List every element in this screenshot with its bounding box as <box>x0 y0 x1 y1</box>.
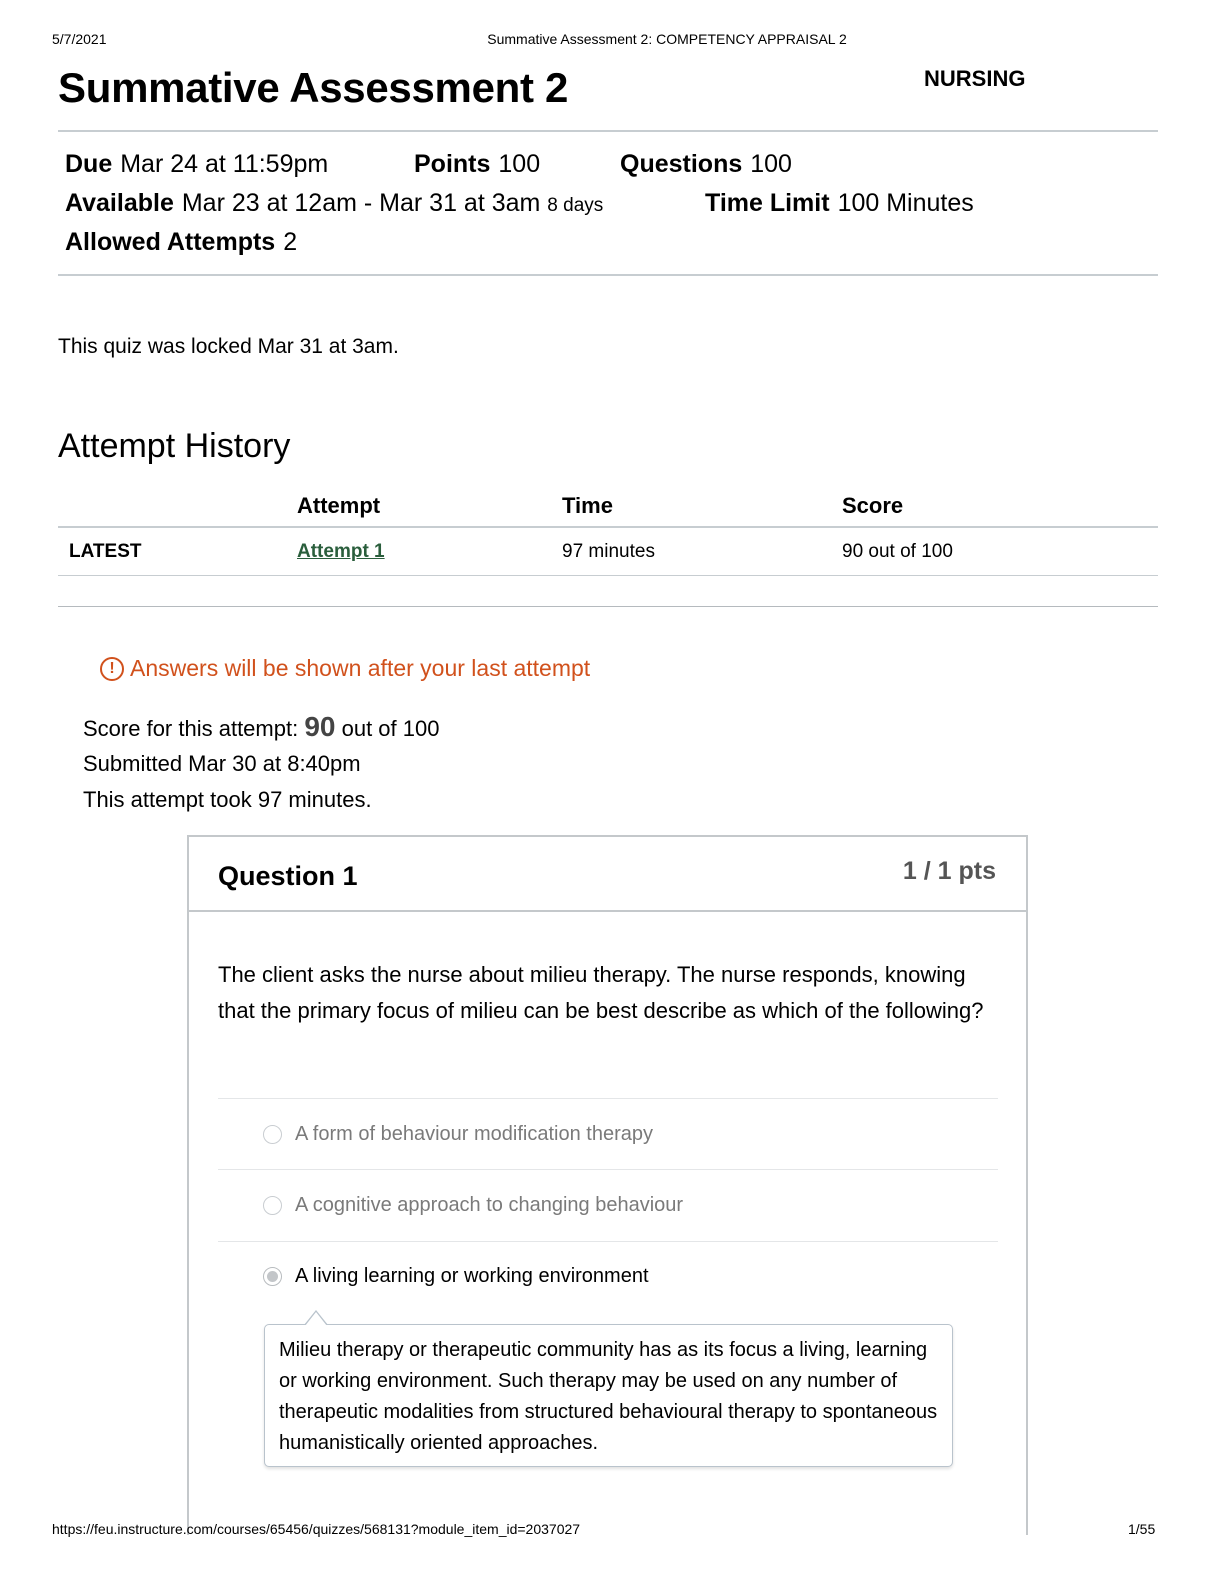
available-duration: 8 days <box>547 195 604 216</box>
attempt-time: 97 minutes <box>562 541 655 562</box>
points-label: Points <box>414 150 491 178</box>
attempt-duration: This attempt took 97 minutes. <box>83 787 372 812</box>
radio-button-selected[interactable] <box>263 1267 282 1286</box>
attempt-history-title: Attempt History <box>58 427 291 465</box>
question-header <box>189 837 1026 912</box>
warning-icon: ! <box>100 657 124 681</box>
question-title: Question 1 <box>218 861 358 891</box>
comment-pointer-fill <box>305 1312 327 1326</box>
points-field <box>414 149 540 179</box>
attempt-status: LATEST <box>69 541 142 562</box>
page-title: Summative Assessment 2 <box>58 64 569 111</box>
time-limit-field <box>705 188 974 218</box>
attempt-1-link[interactable]: Attempt 1 <box>297 541 385 562</box>
table-header-divider <box>58 526 1158 528</box>
warning-text: Answers will be shown after your last attempt <box>130 655 591 681</box>
allowed-attempts-field <box>65 227 297 257</box>
answers-warning <box>100 655 590 682</box>
answer-label: A cognitive approach to changing behaviour <box>295 1194 684 1216</box>
attempt-score: 90 out of 100 <box>842 541 953 562</box>
question-card <box>187 835 1028 1535</box>
print-title: Summative Assessment 2: COMPETENCY APPRAISAL 2 <box>487 31 847 47</box>
attempt-score-line <box>83 711 439 743</box>
answer-option-2[interactable] <box>263 1194 683 1217</box>
allowed-attempts-label: Allowed Attempts <box>65 228 276 256</box>
radio-button[interactable] <box>263 1196 282 1215</box>
time-limit-label: Time Limit <box>705 189 830 217</box>
questions-value: 100 <box>750 150 792 178</box>
divider <box>58 274 1158 276</box>
print-page-number: 1/55 <box>1128 1521 1156 1537</box>
answer-divider <box>218 1098 998 1099</box>
answer-option-1[interactable] <box>263 1123 653 1146</box>
due-label: Due <box>65 150 113 178</box>
score-prefix: Score for this attempt: <box>83 716 299 741</box>
allowed-attempts-value: 2 <box>283 228 298 256</box>
available-field <box>65 188 603 221</box>
print-url: https://feu.instructure.com/courses/65456/quizzes/568131?module_item_id=2037027 <box>52 1521 581 1537</box>
score-suffix: out of 100 <box>341 716 440 741</box>
points-value: 100 <box>498 150 541 178</box>
submitted-time: Submitted Mar 30 at 8:40pm <box>83 751 361 776</box>
column-header-time: Time <box>562 493 613 518</box>
radio-button[interactable] <box>263 1125 282 1144</box>
time-limit-value: 100 Minutes <box>837 189 974 217</box>
questions-field <box>620 149 792 179</box>
column-header-attempt: Attempt <box>297 493 381 518</box>
answer-divider <box>218 1241 998 1242</box>
answer-option-3[interactable] <box>263 1265 649 1288</box>
due-field <box>65 149 328 179</box>
divider <box>58 130 1158 132</box>
question-text: The client asks the nurse about milieu therapy. The nurse responds, knowing that the primary focus of milieu can be best describe as which of the following? <box>218 962 984 1023</box>
questions-label: Questions <box>620 150 743 178</box>
answer-label: A living learning or working environment <box>295 1265 649 1287</box>
table-row-divider <box>58 575 1158 576</box>
due-value: Mar 24 at 11:59pm <box>120 150 329 178</box>
divider <box>58 606 1158 607</box>
answer-divider <box>218 1169 998 1170</box>
available-label: Available <box>65 189 174 217</box>
column-header-score: Score <box>842 493 904 518</box>
locked-message: This quiz was locked Mar 31 at 3am. <box>58 335 399 358</box>
score-value: 90 <box>304 711 336 742</box>
question-points: 1 / 1 pts <box>902 857 996 885</box>
answer-comment: Milieu therapy or therapeutic community has as its focus a living, learning or working environment. Such therapy may be used on any number of therapeutic modalities from structured behavioural therapy to spontaneous humanistically oriented approaches. <box>264 1324 953 1467</box>
course-label: NURSING <box>924 66 1026 91</box>
available-value: Mar 23 at 12am - Mar 31 at 3am <box>181 189 541 217</box>
answer-label: A form of behaviour modification therapy <box>295 1123 653 1145</box>
print-date: 5/7/2021 <box>52 31 107 47</box>
